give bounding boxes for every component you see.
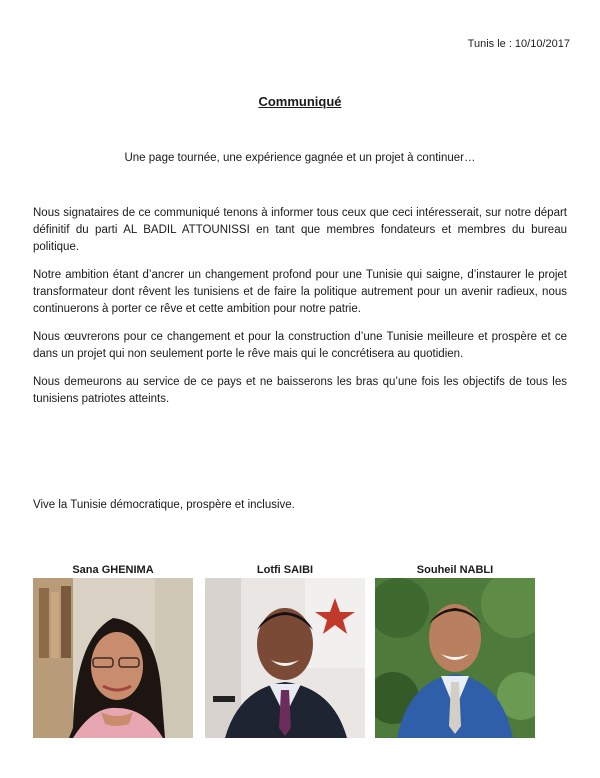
portrait-photo (205, 578, 365, 738)
signatory-2 (205, 563, 365, 738)
signatory-name: Lotfi SAIBI (256, 564, 314, 576)
paragraph-2: Notre ambition étant d’ancrer un changement profond pour une Tunisie qui saigne, d’instaurer le projet transformateur dont rêvent les tunisiens et de faire la politique autrement pour un avenir radieux, nous continuerons à porter ce rêve et cette ambition pour notre patrie. (33, 269, 567, 315)
subtitle: Une page tournée, une expérience gagnée et un projet à continuer… (124, 152, 476, 164)
date-line: Tunis le : 10/10/2017 (467, 38, 570, 50)
signatory-name: Souheil NABLI (416, 564, 494, 576)
portrait-photo (375, 578, 535, 738)
paragraph-3: Nous œuvrerons pour ce changement et pour la construction d’une Tunisie meilleure et prospère et ce dans un projet qui non seulement porte le rêve mais qui le concrétisera au quotidien. (33, 331, 567, 360)
paragraph-4: Nous demeurons au service de ce pays et ne baisserons les bras qu’une fois les objectifs de tous les tunisiens patriotes atteints. (33, 376, 567, 405)
signatory-1 (33, 563, 193, 738)
closing-line: Vive la Tunisie démocratique, prospère et inclusive. (33, 499, 295, 511)
portrait-photo (33, 578, 193, 738)
body-text (33, 205, 567, 419)
signatory-name: Sana GHENIMA (72, 564, 154, 576)
document-title: Communiqué (258, 94, 342, 109)
paragraph-1: Nous signataires de ce communiqué tenons à informer tous ceux que ceci intéresserait, sur notre départ définitif du parti AL BADIL ATTOUNISSI en tant que membres fondateurs et membres du bureau politique. (33, 207, 567, 253)
signatory-3 (375, 563, 535, 738)
